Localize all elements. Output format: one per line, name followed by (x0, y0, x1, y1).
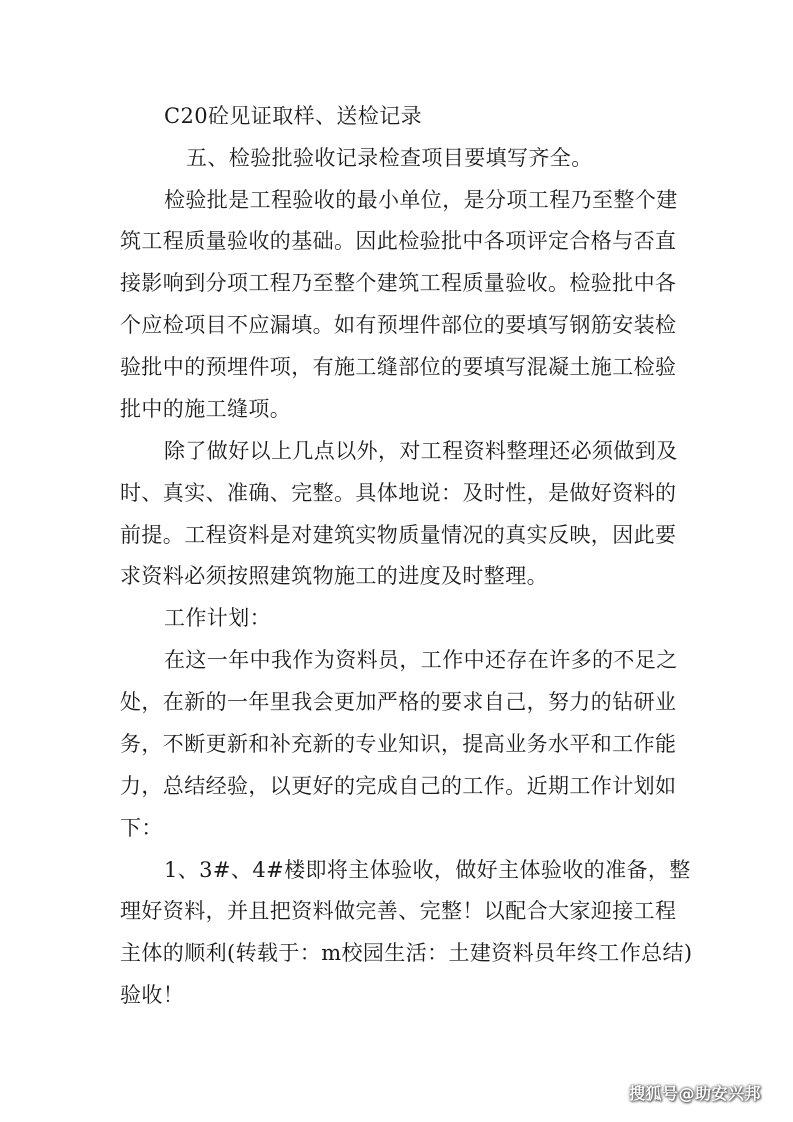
section-heading: 五、检验批验收记录检查项目要填写齐全。 (186, 146, 593, 170)
paragraph-line: 批中的施工缝项。 (120, 397, 292, 421)
paragraph-line: 验收！ (120, 983, 185, 1007)
paragraph-line: 1、3#、4#楼即将主体验收，做好主体验收的准备，整 (164, 858, 691, 882)
paragraph-line: 检验批是工程验收的最小单位，是分项工程乃至整个建 (164, 188, 678, 212)
paragraph-line: 求资料必须按照建筑物施工的进度及时整理。 (120, 564, 548, 588)
text-line: C20砼见证取样、送检记录 (164, 104, 422, 128)
paragraph-line: 除了做好以上几点以外，对工程资料整理还必须做到及 (164, 439, 678, 463)
paragraph-line: 处，在新的一年里我会更加严格的要求自己，努力的钻研业 (120, 690, 677, 714)
paragraph-line: 前提。工程资料是对建筑实物质量情况的真实反映，因此要 (120, 523, 677, 547)
paragraph-line: 验批中的预埋件项，有施工缝部位的要填写混凝土施工检验 (120, 355, 677, 379)
paragraph-line: 务，不断更新和补充新的专业知识，提高业务水平和工作能 (120, 732, 677, 756)
paragraph-line: 筑工程质量验收的基础。因此检验批中各项评定合格与否直 (120, 229, 677, 253)
source-watermark: 搜狐号@助安兴邦 (628, 1084, 761, 1103)
work-plan-heading: 工作计划： (164, 606, 271, 630)
paragraph-line: 时、真实、准确、完整。具体地说：及时性，是做好资料的 (120, 481, 677, 505)
paragraph-line: 个应检项目不应漏填。如有预埋件部位的要填写钢筋安装检 (120, 313, 677, 337)
paragraph-line: 主体的顺利(转载于：m校园生活：土建资料员年终工作总结) (120, 941, 693, 965)
paragraph-line: 在这一年中我作为资料员，工作中还存在许多的不足之 (164, 648, 678, 672)
paragraph-line: 下： (120, 816, 163, 840)
paragraph-line: 理好资料，并且把资料做完善、完整！以配合大家迎接工程 (120, 899, 677, 923)
paragraph-line: 力，总结经验，以更好的完成自己的工作。近期工作计划如 (120, 774, 677, 798)
paragraph-line: 接影响到分项工程乃至整个建筑工程质量验收。检验批中各 (120, 271, 677, 295)
